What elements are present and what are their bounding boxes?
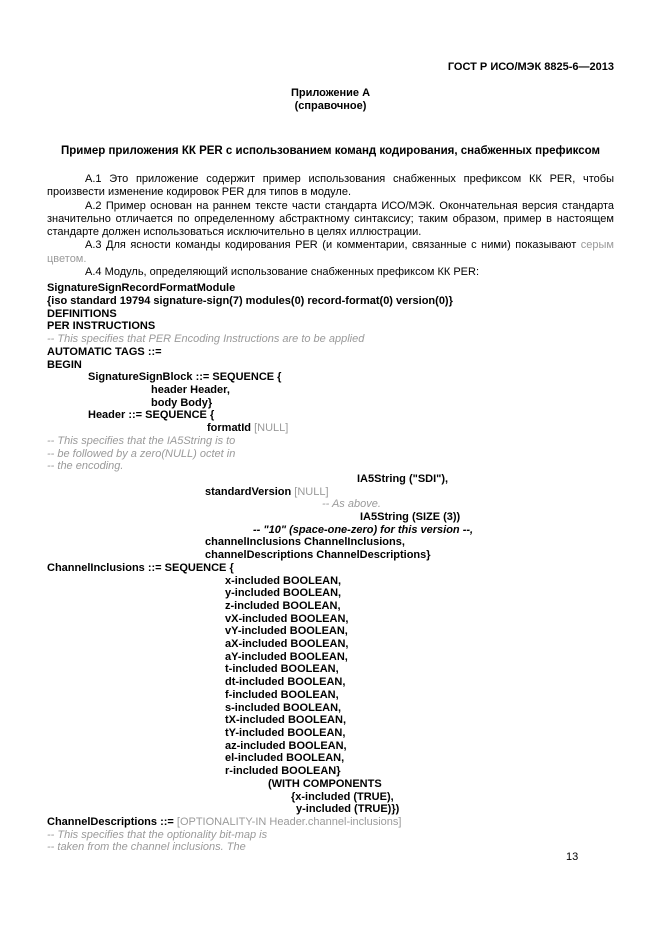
code-line — [47, 486, 614, 499]
code-text: formatId — [207, 422, 255, 435]
paragraph — [47, 173, 614, 200]
standard-reference: ГОСТ Р ИСО/МЭК 8825-6—2013 — [447, 61, 614, 73]
code-text: IA5String (SIZE (3)) — [360, 511, 461, 524]
code-text: el-included BOOLEAN, — [225, 752, 345, 765]
code-block — [47, 282, 614, 854]
section-title: Пример приложения КК PER с использованием команд кодирования, снабженных префиксом — [60, 145, 601, 157]
code-text: PER INSTRUCTIONS — [47, 320, 156, 333]
annex-heading-block — [47, 87, 614, 113]
code-line — [47, 600, 614, 613]
code-text: [NULL] — [294, 485, 329, 498]
code-line — [47, 448, 614, 461]
code-line — [47, 333, 614, 346]
code-text: {x-included (TRUE), — [291, 790, 394, 803]
code-text: channelInclusions ChannelInclusions, — [205, 536, 405, 549]
code-line — [47, 752, 614, 765]
code-line — [47, 397, 614, 410]
code-line — [47, 638, 614, 651]
code-line — [47, 473, 614, 486]
code-line — [47, 829, 614, 842]
code-line — [47, 460, 614, 473]
code-line — [47, 562, 614, 575]
code-text: tY-included BOOLEAN, — [225, 726, 346, 739]
code-text: SignatureSignRecordFormatModule — [47, 282, 236, 295]
annex-heading: Приложение А — [290, 87, 371, 99]
code-line — [47, 524, 614, 537]
code-line — [47, 511, 614, 524]
code-text: AUTOMATIC TAGS ::= — [47, 345, 162, 358]
code-line — [47, 359, 614, 372]
code-line — [47, 308, 614, 321]
page-content — [47, 61, 614, 854]
code-text: -- As above. — [322, 498, 381, 511]
code-line — [47, 295, 614, 308]
code-text: [NULL] — [254, 422, 289, 435]
code-text: dt-included BOOLEAN, — [225, 676, 346, 689]
paragraph-text: А.4 Модуль, определяющий использование снабженных префиксом КК PER: — [85, 266, 480, 279]
code-line — [47, 676, 614, 689]
code-text: {iso standard 19794 signature-sign(7) modules(0) record-format(0) version(0)} — [47, 295, 453, 308]
code-line — [47, 714, 614, 727]
code-line — [47, 320, 614, 333]
code-line — [47, 651, 614, 664]
paragraph-text: А.3 Для ясности команды кодирования PER (и комментарии, связанные с ними) показывают — [85, 239, 581, 252]
page-number: 13 — [566, 851, 579, 863]
paragraph-text: А.2 Пример основан на раннем тексте части стандарта ИСО/МЭК. Окончательная версия стандарта значительно отличается по определенному абстрактному синтаксису; таким образом, пример в настоящем стандарте должен использоваться исключительно в целях иллюстрации. — [47, 199, 614, 239]
code-text: ChannelDescriptions ::= — [47, 815, 177, 828]
code-text: az-included BOOLEAN, — [225, 739, 347, 752]
paragraph — [47, 239, 614, 266]
code-text: x-included BOOLEAN, — [225, 574, 342, 587]
code-line — [47, 841, 614, 854]
code-text: f-included BOOLEAN, — [225, 688, 339, 701]
code-text: body Body} — [151, 396, 213, 409]
code-text: t-included BOOLEAN, — [225, 663, 339, 676]
code-text: header Header, — [151, 384, 230, 396]
code-text: s-included BOOLEAN, — [225, 701, 342, 714]
code-line — [47, 816, 614, 829]
code-text: vY-included BOOLEAN, — [225, 625, 348, 638]
code-line — [47, 435, 614, 448]
code-line — [47, 371, 614, 384]
code-line — [47, 740, 614, 753]
code-line — [47, 663, 614, 676]
paragraph-text: А.1 Это приложение содержит пример использования снабженных префиксом КК PER, чтобы произвести изменение кодировок PER для типов в модуле. — [47, 173, 614, 199]
code-text: -- be followed by a zero(NULL) octet in — [47, 447, 236, 460]
code-line — [47, 346, 614, 359]
code-text: vX-included BOOLEAN, — [225, 612, 349, 625]
code-line — [47, 778, 614, 791]
annex-type: (справочное) — [294, 100, 367, 112]
code-text: DEFINITIONS — [47, 307, 117, 320]
code-text: SignatureSignBlock ::= SEQUENCE { — [88, 371, 282, 384]
code-text: standardVersion — [205, 485, 295, 498]
code-text: r-included BOOLEAN} — [225, 765, 341, 778]
paragraph — [47, 200, 614, 240]
code-text: aX-included BOOLEAN, — [225, 638, 349, 651]
code-line — [47, 282, 614, 295]
paragraphs — [47, 173, 614, 279]
code-text: z-included BOOLEAN, — [225, 599, 341, 612]
code-line — [47, 384, 614, 397]
code-text: BEGIN — [47, 358, 82, 371]
code-line — [47, 689, 614, 702]
code-line — [47, 625, 614, 638]
code-text: [OPTIONALITY-IN Header.channel-inclusions] — [176, 815, 402, 828]
code-text: y-included (TRUE)}) — [296, 803, 400, 816]
code-text: IA5String ("SDI"), — [357, 472, 449, 485]
code-line — [47, 422, 614, 435]
code-text: ChannelInclusions ::= SEQUENCE { — [47, 561, 234, 574]
code-line — [47, 549, 614, 562]
code-text: -- "10" (space-one-zero) for this version --, — [253, 523, 474, 536]
paragraph — [47, 266, 614, 279]
code-line — [47, 791, 614, 804]
code-text: -- taken from the channel inclusions. The — [47, 841, 246, 854]
code-text: -- This specifies that the IA5String is to — [47, 434, 236, 447]
code-line — [47, 536, 614, 549]
code-line — [47, 613, 614, 626]
paragraph-text: серым цветом. — [47, 239, 614, 265]
code-text: y-included BOOLEAN, — [225, 587, 342, 600]
code-line — [47, 575, 614, 588]
code-line — [47, 727, 614, 740]
code-text: tX-included BOOLEAN, — [225, 714, 346, 727]
code-line — [47, 702, 614, 715]
code-text: channelDescriptions ChannelDescriptions} — [205, 549, 431, 562]
code-line — [47, 498, 614, 511]
code-text: -- the encoding. — [47, 460, 124, 473]
code-line — [47, 765, 614, 778]
code-text: -- This specifies that the optionality bit-map is — [47, 828, 268, 841]
code-line — [47, 587, 614, 600]
code-text: -- This specifies that PER Encoding Instructions are to be applied — [47, 333, 365, 346]
code-line — [47, 803, 614, 816]
code-text: aY-included BOOLEAN, — [225, 650, 348, 663]
code-text: (WITH COMPONENTS — [268, 777, 382, 790]
code-line — [47, 409, 614, 422]
code-text: Header ::= SEQUENCE { — [88, 409, 215, 422]
